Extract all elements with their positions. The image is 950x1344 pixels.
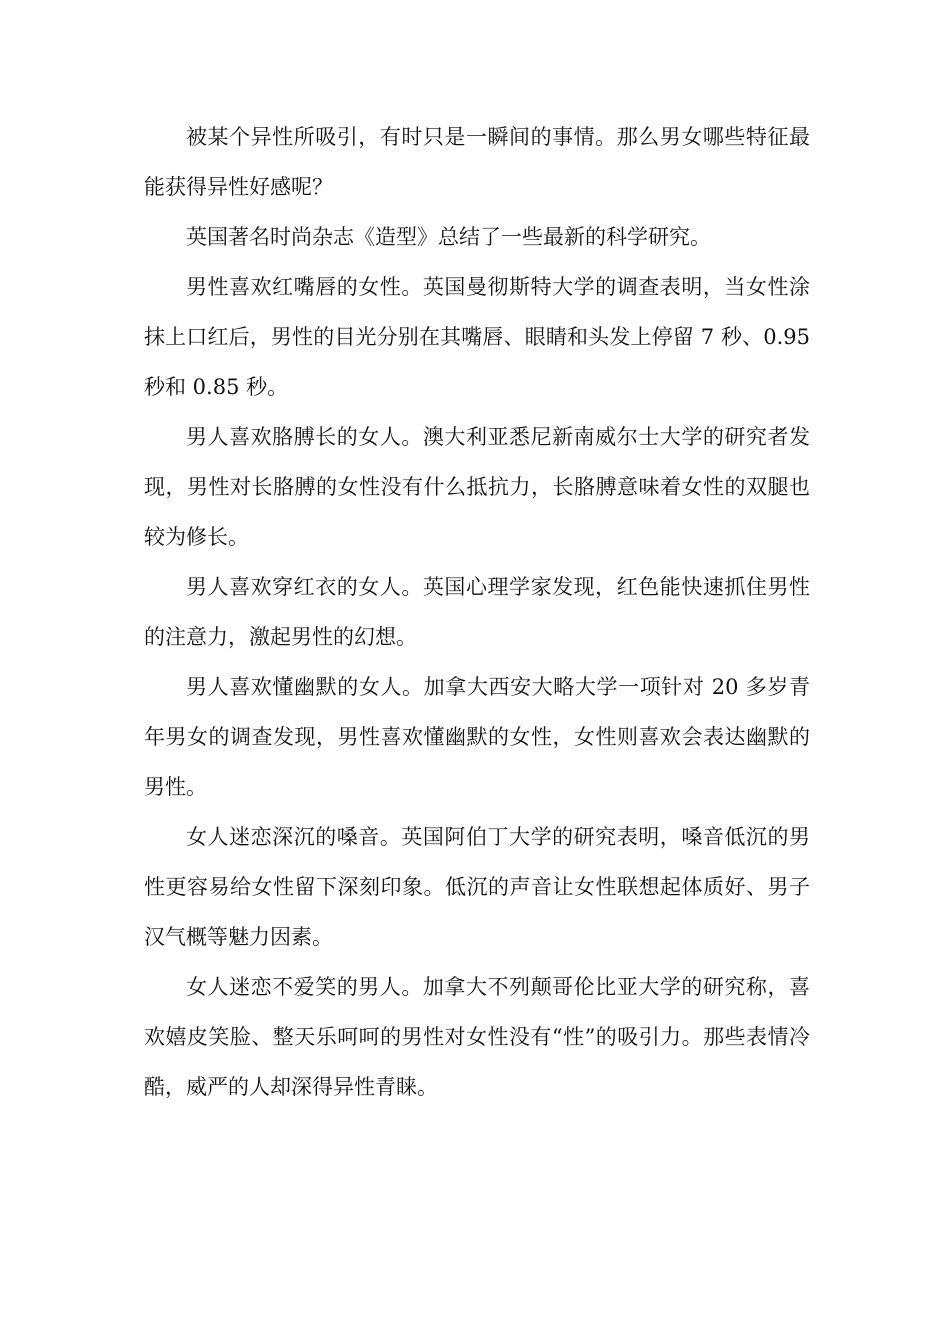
paragraph-source: 英国著名时尚杂志《造型》总结了一些最新的科学研究。 [186,225,711,249]
paragraph-intro: 被某个异性所吸引，有时只是一瞬间的事情。那么男女哪些特征最能获得异性好感呢？ [144,125,810,199]
document-body [144,112,810,1112]
paragraph-red-lips: 男性喜欢红嘴唇的女性。英国曼彻斯特大学的调查表明，当女性涂抹上口红后，男性的目光分别在其嘴唇、眼睛和头发上停留 7 秒、0.95 秒和 0.85 秒。 [144,275,810,399]
paragraph-deep-voice: 女人迷恋深沉的嗓音。英国阿伯丁大学的研究表明，嗓音低沉的男性更容易给女性留下深刻印象。低沉的声音让女性联想起体质好、男子汉气概等魅力因素。 [144,825,810,949]
paragraph-long-arms: 男人喜欢胳膊长的女人。澳大利亚悉尼新南威尔士大学的研究者发现，男性对长胳膊的女性没有什么抵抗力，长胳膊意味着女性的双腿也较为修长。 [144,425,810,549]
paragraph-humor: 男人喜欢懂幽默的女人。加拿大西安大略大学一项针对 20 多岁青年男女的调查发现，男性喜欢懂幽默的女性，女性则喜欢会表达幽默的男性。 [144,675,810,799]
paragraph-red-clothes: 男人喜欢穿红衣的女人。英国心理学家发现，红色能快速抓住男性的注意力，激起男性的幻想。 [144,575,810,649]
paragraph-not-smiling: 女人迷恋不爱笑的男人。加拿大不列颠哥伦比亚大学的研究称，喜欢嬉皮笑脸、整天乐呵呵的男性对女性没有“性”的吸引力。那些表情冷酷，威严的人却深得异性青睐。 [144,975,810,1099]
